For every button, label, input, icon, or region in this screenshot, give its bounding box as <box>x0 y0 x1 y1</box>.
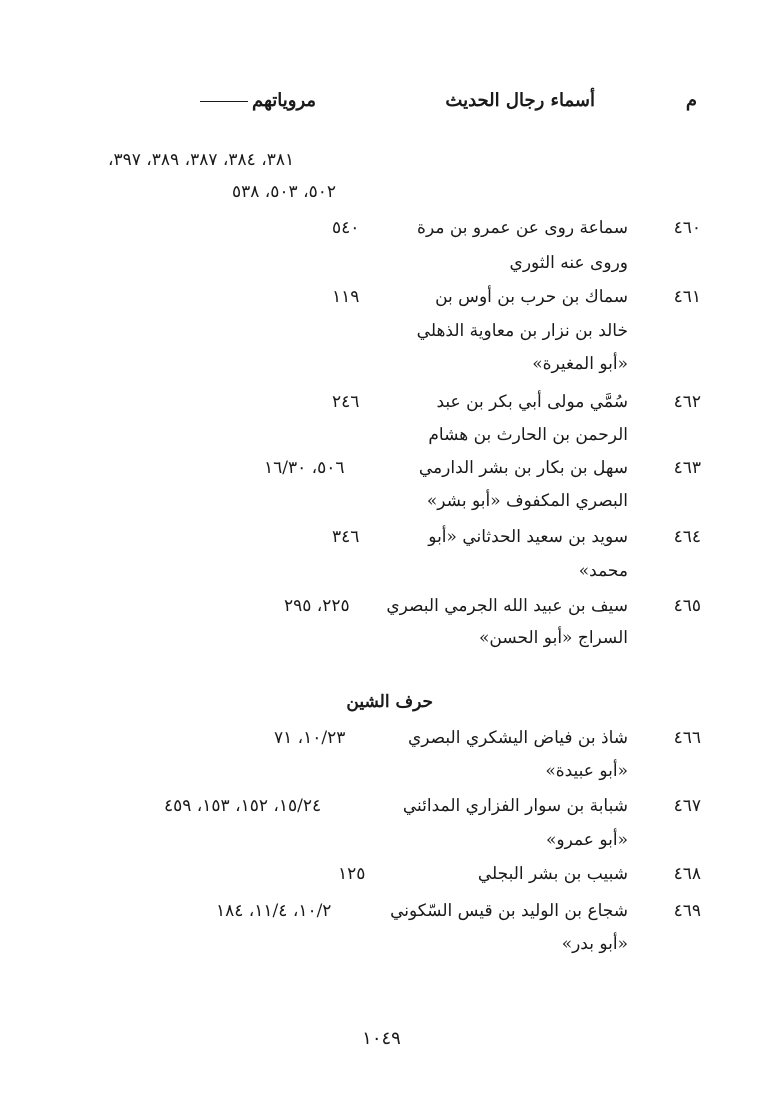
entry-name-line: «أبو عمرو» <box>545 830 628 850</box>
page-number: ١٠٤٩ <box>362 1028 401 1049</box>
entry-name-line: شاذ بن فياض اليشكري البصري <box>407 728 628 748</box>
entry-name-line: «أبو المغيرة» <box>532 354 628 374</box>
entry-number: ٤٦٧ <box>673 796 701 816</box>
entry-number: ٤٦٩ <box>673 901 701 921</box>
entry-narrations: ٢٢٥، ٢٩٥ <box>284 596 350 616</box>
entry-number: ٤٦٢ <box>673 392 701 412</box>
column-header-narrations-label: مروياتهم <box>252 90 317 111</box>
entry-name-line: البصري المكفوف «أبو بشر» <box>426 491 628 511</box>
entry-narrations: ٣٤٦ <box>332 527 360 547</box>
entry-name-line: سهل بن بكار بن بشر الدارمي <box>418 458 628 478</box>
entry-name-line: سماعة روى عن عمرو بن مرة <box>417 218 628 238</box>
entry-name-line: محمد» <box>578 561 628 581</box>
entry-narrations: ١٠/٢٣، ٧١ <box>274 728 346 748</box>
entry-number: ٤٦٦ <box>673 728 701 748</box>
entry-name-line: وروى عنه الثوري <box>509 253 628 273</box>
entry-name-line: «أبو عبيدة» <box>545 761 628 781</box>
entry-narrations: ٥٤٠ <box>332 218 360 238</box>
entry-name-line: سماك بن حرب بن أوس بن <box>435 287 628 307</box>
entry-name-line: شجاع بن الوليد بن قيس السّكوني <box>390 901 628 921</box>
entry-number: ٤٦٣ <box>673 458 701 478</box>
section-title: حرف الشين <box>346 692 433 712</box>
entry-number: ٤٦٠ <box>673 218 701 238</box>
entry-name-line: سيف بن عبيد الله الجرمي البصري <box>386 596 628 616</box>
entry-narrations: ٢٤٦ <box>332 392 360 412</box>
entry-number: ٤٦٨ <box>673 864 701 884</box>
entry-name-line: الرحمن بن الحارث بن هشام <box>428 425 628 445</box>
entry-name-line: شبابة بن سوار الفزاري المدائني <box>402 796 628 816</box>
entry-name-line: شبيب بن بشر البجلي <box>477 864 628 884</box>
column-header-names: أسماء رجال الحديث <box>445 90 595 111</box>
entry-number: ٤٦٥ <box>673 596 701 616</box>
column-header-number: م <box>685 90 697 111</box>
entry-narrations: ١١٩ <box>332 287 360 307</box>
entry-number: ٤٦١ <box>673 287 701 307</box>
entry-narrations: ١٥/٢٤، ١٥٢، ١٥٣، ٤٥٩ <box>164 796 322 816</box>
entry-name-line: سويد بن سعيد الحدثاني «أبو <box>428 527 628 547</box>
entry-name-line: خالد بن نزار بن معاوية الذهلي <box>416 321 628 341</box>
continuation-line: ٣٨١، ٣٨٤، ٣٨٧، ٣٨٩، ٣٩٧، <box>108 150 295 170</box>
entry-name-line: السراج «أبو الحسن» <box>479 628 628 648</box>
entry-name-line: «أبو بدر» <box>561 934 628 954</box>
header-rule <box>200 101 248 102</box>
entry-narrations: ١٠/٢، ١١/٤، ١٨٤ <box>216 901 332 921</box>
entry-number: ٤٦٤ <box>673 527 701 547</box>
column-header-narrations <box>200 90 316 111</box>
entry-narrations: ٥٠٦، ١٦/٣٠ <box>264 458 345 478</box>
continuation-line: ٥٠٢، ٥٠٣، ٥٣٨ <box>232 182 336 202</box>
entry-name-line: سُمَّي مولى أبي بكر بن عبد <box>436 392 628 412</box>
entry-narrations: ١٢٥ <box>338 864 366 884</box>
